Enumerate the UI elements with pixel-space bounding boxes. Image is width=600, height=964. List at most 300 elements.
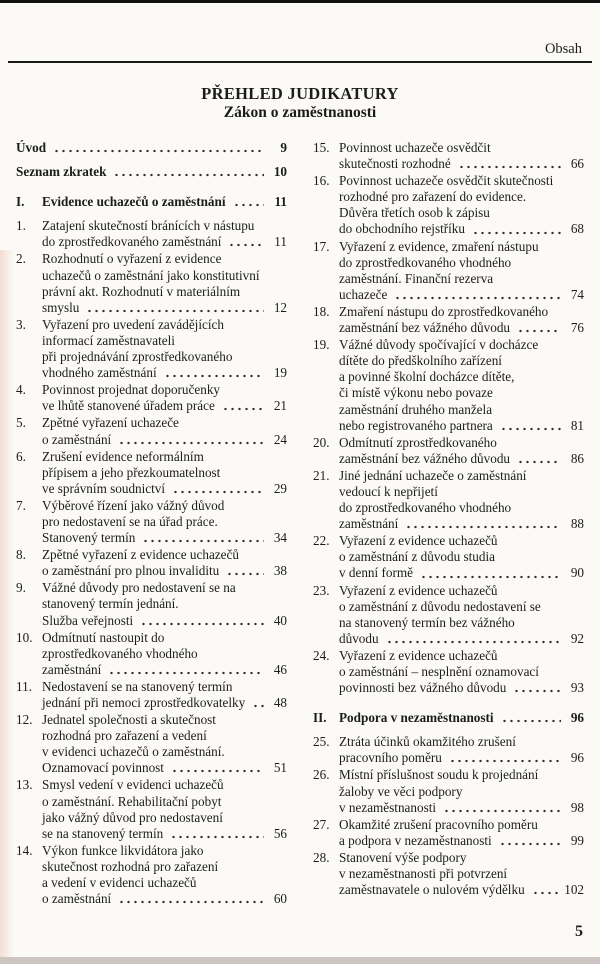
- toc-entry-text: Výběrové řízení jako vážný důvod: [42, 497, 225, 513]
- toc-entry-text: Služba veřejnosti: [42, 612, 134, 628]
- toc-entry-page: 51: [273, 760, 287, 776]
- toc-entry: [16, 630, 287, 678]
- toc-entry-body: [339, 583, 584, 647]
- toc-entry-text: do zprostředkovaného vhodného: [339, 500, 512, 516]
- toc-entry: [16, 547, 287, 579]
- toc-entry-text: zaměstnání. Finanční rezerva: [339, 270, 494, 286]
- toc-entry-page: 60: [273, 891, 287, 907]
- toc-entry: [16, 580, 287, 628]
- toc-entry: [313, 435, 584, 467]
- toc-entry-text: Rozhodnutí o vyřazení z evidence: [42, 251, 222, 267]
- table-of-contents: [16, 140, 584, 908]
- toc-entry-page: 90: [570, 565, 584, 581]
- toc-entry: [313, 648, 584, 696]
- toc-entry-page: 9: [280, 140, 287, 155]
- toc-entry-line: [339, 189, 584, 205]
- toc-entry-line: [339, 255, 584, 271]
- toc-entry-text: Vyřazení z evidence uchazečů: [339, 533, 498, 549]
- document-subtitle: Zákon o zaměstnanosti: [223, 104, 377, 121]
- toc-entry-text: uchazečů o zaměstnání jako konstitutivní: [42, 267, 260, 283]
- toc-entry-page: 29: [273, 480, 287, 496]
- toc-entry: [313, 468, 584, 532]
- toc-entry-text: o zaměstnání: [42, 891, 112, 907]
- toc-entry-text: informací zaměstnavateli: [42, 332, 175, 348]
- toc-entry-text: Jednatel společnosti a skutečnost: [42, 712, 216, 728]
- toc-entry-number: 3.: [16, 316, 26, 332]
- toc-entry-text: smyslu: [42, 299, 80, 315]
- toc-entry-body: [339, 304, 584, 336]
- toc-entry-text: při projednávání zprostředkovaného: [42, 349, 233, 365]
- toc-entry-page: 11: [274, 234, 287, 250]
- toc-entry-body: [42, 777, 287, 841]
- toc-entry-text: vedoucí k nepřijetí: [339, 483, 438, 499]
- dot-leader: [456, 156, 561, 172]
- toc-entry-line: [42, 596, 287, 612]
- toc-entry: [16, 218, 287, 250]
- dot-leader: [530, 882, 561, 898]
- toc-entry-page: 34: [273, 530, 287, 546]
- toc-entry-text: Nedostavení se na stanovený termín: [42, 678, 233, 694]
- toc-entry-line: [42, 580, 287, 596]
- toc-entry-page: 92: [570, 630, 584, 646]
- toc-entry-text: Jiné jednání uchazeče o zaměstnání: [339, 467, 527, 483]
- toc-entry: [16, 382, 287, 414]
- toc-entry-text: Povinnost projednat doporučenky: [42, 382, 221, 398]
- toc-entry-body: [339, 710, 584, 726]
- toc-entry-line: [339, 817, 584, 833]
- toc-entry-text: v nezaměstnanosti při potvrzení: [339, 866, 508, 882]
- toc-entry-number: 12.: [16, 712, 33, 728]
- dot-leader: [162, 365, 264, 381]
- toc-entry-body: [42, 449, 287, 497]
- toc-entry-text: zaměstnání druhého manžela: [339, 401, 493, 417]
- toc-entry-line: [42, 563, 287, 579]
- toc-entry: [313, 583, 584, 647]
- toc-entry: [313, 710, 584, 726]
- toc-entry-text: Vyřazení z evidence uchazečů: [339, 582, 498, 598]
- toc-entry: [16, 679, 287, 711]
- toc-entry-line: [42, 744, 287, 760]
- toc-entry-page: 88: [570, 516, 584, 532]
- toc-entry-text: povinnosti bez vážného důvodu: [339, 680, 507, 696]
- toc-entry-text: zaměstnání bez vážného důvodu: [339, 320, 511, 336]
- toc-entry-page: 40: [273, 612, 287, 628]
- toc-entry-line: [339, 140, 584, 156]
- toc-entry-text: Povinnost uchazeče osvědčit: [339, 140, 491, 155]
- toc-entry-line: [339, 866, 584, 882]
- toc-entry-line: [42, 777, 287, 793]
- toc-entry-text: v evidenci uchazečů o zaměstnání.: [42, 744, 225, 760]
- toc-entry: [16, 415, 287, 447]
- toc-entry-text: Zrušení evidence neformálním: [42, 448, 204, 464]
- toc-entry-line: [339, 173, 584, 189]
- toc-entry-number: 25.: [313, 734, 330, 750]
- toc-entry-text: právní akt. Rozhodnutí v materiálním: [42, 283, 241, 299]
- toc-entry-page: 12: [273, 299, 287, 315]
- toc-entry-body: [339, 239, 584, 303]
- dot-leader: [138, 613, 264, 629]
- toc-entry-line: [42, 875, 287, 891]
- toc-entry-body: [339, 468, 584, 532]
- toc-entry-number: 9.: [16, 580, 26, 596]
- toc-entry-line: [339, 615, 584, 631]
- dot-leader: [140, 530, 264, 546]
- toc-entry-number: 2.: [16, 251, 26, 267]
- toc-entry-body: [339, 337, 584, 434]
- toc-entry: [313, 239, 584, 303]
- toc-entry-text: Odmítnutí zprostředkovaného: [339, 434, 497, 450]
- toc-entry-line: [42, 646, 287, 662]
- toc-entry-line: [339, 500, 584, 516]
- toc-entry-page: 19: [273, 365, 287, 381]
- toc-entry-number: 15.: [313, 140, 330, 155]
- dot-leader: [515, 320, 561, 336]
- toc-entry-line: [339, 468, 584, 484]
- toc-entry-line: [42, 728, 287, 744]
- dot-leader: [111, 164, 264, 180]
- toc-entry-line: [42, 630, 287, 646]
- toc-entry-number: 22.: [313, 533, 330, 549]
- toc-entry-line: [339, 304, 584, 320]
- toc-entry-number: 16.: [313, 173, 330, 189]
- toc-entry-text: zprostředkovaného vhodného: [42, 645, 198, 661]
- toc-entry-page: 102: [564, 882, 584, 898]
- toc-entry: [313, 734, 584, 766]
- toc-entry-text: Vážné důvody pro nedostavení se na: [42, 580, 236, 596]
- toc-entry-page: 96: [570, 750, 584, 766]
- toc-entry-text: do obchodního rejstříku: [339, 221, 465, 237]
- toc-entry-number: II.: [313, 710, 327, 726]
- toc-entry-line: [42, 826, 287, 842]
- dot-leader: [220, 398, 264, 414]
- toc-entry-page: 74: [570, 286, 584, 302]
- toc-entry-text: Zpětné vyřazení z evidence uchazečů: [42, 547, 239, 563]
- toc-entry-number: 13.: [16, 777, 33, 793]
- toc-entry-body: [339, 850, 584, 898]
- toc-entry-line: [339, 599, 584, 615]
- toc-entry-body: [42, 415, 287, 447]
- toc-entry-text: zaměstnání: [42, 661, 102, 677]
- toc-entry: [16, 194, 287, 210]
- toc-entry-text: o zaměstnání: [42, 431, 112, 447]
- toc-entry-text: zaměstnání bez vážného důvodu: [339, 450, 511, 466]
- toc-entry-page: 96: [570, 710, 584, 726]
- toc-entry-line: [339, 287, 584, 303]
- toc-entry-line: [339, 385, 584, 401]
- toc-entry-line: [339, 583, 584, 599]
- toc-entry-body: [42, 843, 287, 907]
- toc-entry-line: [42, 843, 287, 859]
- toc-entry-number: 20.: [313, 434, 330, 450]
- toc-entry-text: Stanovení výše podpory: [339, 849, 467, 865]
- dot-leader: [497, 833, 561, 849]
- toc-entry-text: o zaměstnání. Rehabilitační pobyt: [42, 793, 222, 809]
- toc-entry-page: 81: [570, 417, 584, 433]
- dot-leader: [170, 481, 264, 497]
- toc-entry-text: se na stanovený termín: [42, 825, 164, 841]
- toc-entry-text: jako vážný důvod pro nedostavení: [42, 809, 223, 825]
- toc-entry-text: dítěte do předškolního zařízení: [339, 353, 502, 369]
- toc-entry-line: [339, 484, 584, 500]
- toc-entry-line: [339, 418, 584, 434]
- toc-entry: [313, 850, 584, 898]
- toc-entry-line: [339, 565, 584, 581]
- dot-leader: [515, 451, 561, 467]
- toc-entry-text: pracovního poměru: [339, 750, 442, 766]
- toc-entry-line: [16, 140, 287, 156]
- toc-entry-text: Vyřazení z evidence uchazečů: [339, 647, 498, 663]
- toc-entry-text: a vedení v evidenci uchazečů: [42, 875, 197, 891]
- toc-entry-body: [339, 173, 584, 237]
- toc-entry-number: 18.: [313, 303, 330, 319]
- toc-entry-number: 19.: [313, 337, 330, 353]
- toc-entry-line: [42, 234, 287, 250]
- toc-entry-line: [339, 882, 584, 898]
- toc-entry-line: [339, 402, 584, 418]
- dot-leader: [403, 516, 561, 532]
- toc-entry: [313, 337, 584, 434]
- toc-entry-page: 24: [273, 431, 287, 447]
- toc-entry-body: [42, 679, 287, 711]
- toc-entry-line: [339, 337, 584, 353]
- toc-entry-line: [339, 664, 584, 680]
- dot-leader: [250, 695, 264, 711]
- toc-entry-text: Zatajení skutečností bránících v nástupu: [42, 218, 255, 234]
- toc-entry-text: Oznamovací povinnost: [42, 760, 164, 776]
- toc-entry-line: [42, 547, 287, 563]
- toc-entry-body: [42, 218, 287, 250]
- toc-entry-text: zaměstnání: [339, 516, 399, 532]
- toc-entry-line: [339, 750, 584, 766]
- toc-entry-body: [42, 251, 287, 315]
- dot-leader: [498, 418, 561, 434]
- toc-entry-text: Podpora v nezaměstnanosti: [339, 710, 494, 726]
- toc-entry-line: [42, 365, 287, 381]
- toc-entry-page: 10: [273, 164, 287, 180]
- toc-entry-page: 48: [273, 695, 287, 710]
- dot-leader: [447, 750, 561, 766]
- toc-entry-text: Výkon funkce likvidátora jako: [42, 842, 204, 858]
- toc-entry: [16, 317, 287, 381]
- toc-entry-line: [339, 320, 584, 336]
- toc-entry-page: 66: [570, 156, 584, 172]
- toc-entry-number: 4.: [16, 382, 26, 398]
- toc-entry-number: 8.: [16, 547, 26, 563]
- toc-entry-body: [339, 533, 584, 581]
- document-title: PŘEHLED JUDIKATURY: [201, 84, 399, 103]
- toc-entry-text: Zpětné vyřazení uchazeče: [42, 415, 179, 431]
- toc-entry-line: [42, 891, 287, 907]
- toc-entry-line: [42, 194, 287, 210]
- toc-entry-text: Evidence uchazečů o zaměstnání: [42, 194, 226, 210]
- dot-leader: [226, 234, 264, 250]
- toc-entry-page: 38: [273, 563, 287, 579]
- toc-entry: [16, 140, 287, 156]
- toc-entry-line: [42, 317, 287, 333]
- toc-entry-text: Seznam zkratek: [16, 164, 107, 180]
- toc-entry-line: [339, 800, 584, 816]
- toc-entry-body: [42, 317, 287, 381]
- toc-entry-text: na stanovený termín bez vážného: [339, 614, 515, 630]
- toc-entry: [16, 712, 287, 776]
- toc-entry-line: [42, 251, 287, 267]
- toc-entry-text: o zaměstnání z důvodu nedostavení se: [339, 598, 541, 614]
- toc-entry-text: o zaměstnání – nesplnění oznamovací: [339, 664, 539, 679]
- toc-entry-text: v nezaměstnanosti: [339, 799, 437, 815]
- toc-entry-line: [339, 221, 584, 237]
- toc-entry-line: [42, 613, 287, 629]
- toc-entry-body: [42, 194, 287, 210]
- dot-leader: [224, 563, 264, 579]
- toc-entry-page: 46: [273, 661, 287, 677]
- toc-entry-number: 10.: [16, 629, 33, 645]
- toc-entry-body: [42, 498, 287, 546]
- toc-entry-line: [339, 435, 584, 451]
- toc-entry: [16, 164, 287, 180]
- toc-entry-line: [339, 631, 584, 647]
- toc-entry-text: vhodného zaměstnání: [42, 365, 157, 381]
- toc-entry-text: Stanovený termín: [42, 530, 136, 546]
- dot-leader: [418, 565, 561, 581]
- toc-entry-text: Zmaření nástupu do zprostředkovaného: [339, 303, 549, 319]
- toc-entry-text: Místní příslušnost soudu k projednání: [339, 767, 539, 783]
- running-title: Obsah: [544, 41, 582, 57]
- toc-entry-line: [42, 679, 287, 695]
- toc-entry-body: [42, 382, 287, 414]
- toc-entry-number: 17.: [313, 238, 330, 254]
- dot-leader: [384, 631, 561, 647]
- toc-entry-text: do zprostředkovaného vhodného: [339, 254, 512, 270]
- toc-entry-text: ve správním soudnictví: [42, 480, 166, 496]
- dot-leader: [392, 287, 561, 303]
- toc-entry-line: [339, 648, 584, 664]
- toc-entry-number: 1.: [16, 218, 26, 234]
- toc-entry-body: [16, 164, 287, 180]
- toc-entry: [313, 140, 584, 172]
- toc-entry-line: [339, 205, 584, 221]
- toc-entry-text: do zprostředkovaného zaměstnání: [42, 234, 222, 250]
- toc-entry-line: [42, 432, 287, 448]
- toc-entry-text: pro nedostavení se na úřad práce.: [42, 513, 218, 529]
- toc-entry-line: [42, 349, 287, 365]
- toc-entry-line: [42, 712, 287, 728]
- toc-entry-line: [339, 533, 584, 549]
- toc-entry-text: Důvěra třetích osob k zápisu: [339, 205, 490, 221]
- toc-entry-number: 27.: [313, 816, 330, 832]
- toc-entry-text: či místě výkonu nebo povaze: [339, 385, 493, 401]
- toc-entry-line: [339, 353, 584, 369]
- toc-entry-line: [42, 382, 287, 398]
- toc-entry-line: [339, 850, 584, 866]
- toc-entry-line: [42, 760, 287, 776]
- toc-entry-text: a povinné školní docházce dítěte,: [339, 369, 515, 385]
- toc-entry-line: [339, 549, 584, 565]
- toc-entry-text: o zaměstnání pro plnou invaliditu: [42, 563, 220, 579]
- toc-entry-line: [42, 662, 287, 678]
- dot-leader: [106, 662, 264, 678]
- toc-entry-text: zaměstnavatele o nulovém výdělku: [339, 882, 525, 898]
- toc-entry: [16, 843, 287, 907]
- toc-entry-page: 76: [570, 320, 584, 336]
- toc-entry-text: Úvod: [16, 140, 47, 155]
- toc-entry-line: [42, 530, 287, 546]
- toc-entry-number: 21.: [313, 467, 330, 483]
- toc-entry-body: [339, 734, 584, 766]
- toc-entry-number: I.: [16, 194, 25, 210]
- toc-entry-line: [42, 300, 287, 316]
- toc-entry-text: Okamžité zrušení pracovního poměru: [339, 816, 538, 832]
- toc-column-right: [313, 140, 584, 908]
- toc-entry-page: 11: [274, 194, 287, 210]
- toc-entry-text: Smysl vedení v evidenci uchazečů: [42, 777, 224, 793]
- toc-entry-line: [42, 859, 287, 875]
- toc-entry-number: 14.: [16, 842, 33, 858]
- toc-entry: [16, 498, 287, 546]
- toc-entry-line: [339, 833, 584, 849]
- toc-entry-body: [339, 767, 584, 815]
- toc-entry: [313, 304, 584, 336]
- toc-entry-line: [339, 784, 584, 800]
- toc-entry-line: [42, 465, 287, 481]
- toc-entry-number: 5.: [16, 415, 26, 431]
- toc-entry-body: [16, 140, 287, 156]
- toc-entry: [16, 251, 287, 315]
- toc-entry-line: [16, 164, 287, 180]
- toc-entry-text: uchazeče: [339, 286, 388, 302]
- toc-entry-text: jednání při nemoci zprostředkovatelky: [42, 695, 246, 710]
- toc-entry-body: [42, 547, 287, 579]
- toc-entry-line: [42, 481, 287, 497]
- toc-entry-line: [42, 284, 287, 300]
- toc-entry-line: [42, 268, 287, 284]
- toc-entry-line: [42, 218, 287, 234]
- scan-bottom-edge: [0, 957, 600, 964]
- toc-entry-line: [339, 156, 584, 172]
- toc-entry-text: přípisem a jeho přezkoumatelnost: [42, 464, 221, 480]
- toc-entry: [313, 817, 584, 849]
- toc-entry-body: [339, 817, 584, 849]
- toc-entry-line: [42, 514, 287, 530]
- toc-entry-text: Vyřazení pro uvedení zavádějících: [42, 316, 224, 332]
- toc-entry-line: [42, 794, 287, 810]
- toc-entry-text: skutečnosti rozhodné: [339, 156, 451, 172]
- toc-entry-line: [339, 271, 584, 287]
- toc-entry-line: [42, 498, 287, 514]
- toc-entry-number: 11.: [16, 678, 32, 694]
- toc-entry-text: Vyřazení z evidence, zmaření nástupu: [339, 238, 539, 254]
- toc-entry: [313, 767, 584, 815]
- toc-entry-page: 99: [570, 832, 584, 848]
- toc-entry-page: 21: [273, 398, 287, 414]
- toc-entry-page: 98: [570, 799, 584, 815]
- page-number: 5: [575, 923, 583, 940]
- toc-entry-text: žaloby ve věci podpory: [339, 783, 463, 799]
- toc-entry-text: rozhodné pro zařazení do evidence.: [339, 189, 527, 205]
- toc-entry-line: [42, 695, 287, 711]
- toc-entry-line: [42, 449, 287, 465]
- toc-entry-number: 24.: [313, 647, 330, 663]
- toc-entry-text: v denní formě: [339, 565, 413, 581]
- toc-entry-text: Ztráta účinků okamžitého zrušení: [339, 734, 516, 750]
- toc-entry-body: [339, 140, 584, 172]
- toc-entry-number: 23.: [313, 582, 330, 598]
- toc-entry-text: a podpora v nezaměstnanosti: [339, 832, 492, 848]
- toc-entry-line: [339, 734, 584, 750]
- toc-entry-text: ve lhůtě stanovené úřadem práce: [42, 398, 215, 414]
- toc-entry-body: [42, 712, 287, 776]
- toc-entry: [313, 173, 584, 237]
- toc-entry-line: [339, 451, 584, 467]
